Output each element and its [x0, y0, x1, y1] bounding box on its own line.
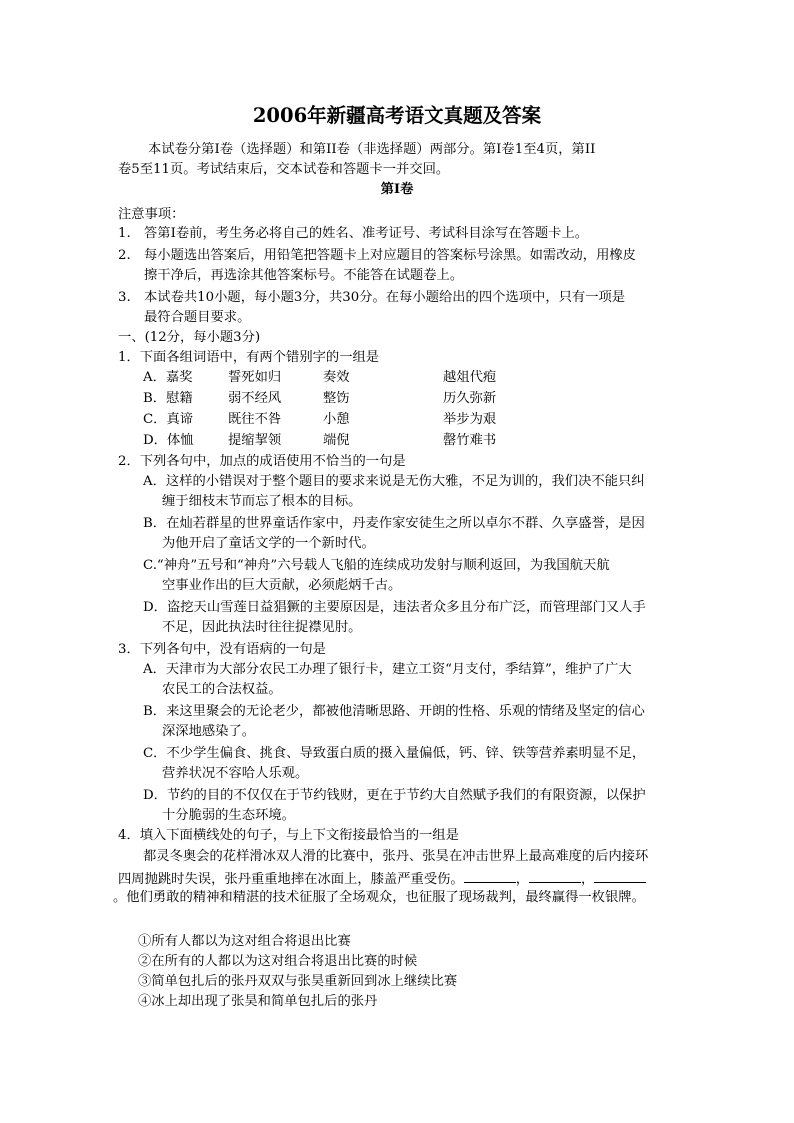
q4-choice-4: ④冰上却出现了张昊和简单包扎后的张丹 — [138, 994, 378, 1009]
question-4-stem: 4．填入下面横线处的句子，与上下文衔接最恰当的一组是 — [118, 828, 459, 843]
q4-passage-text: 四周抛跳时失误，张丹重重地摔在冰面上，膝盖严重受伤。 — [118, 872, 464, 887]
notice-item-3-num: 3. — [118, 290, 131, 305]
q3-option-c: C．不少学生偏食、挑食、导致蛋白质的摄入量偏低，钙、锌、铁等营养素明显不足， — [143, 746, 646, 761]
q4-choice-1: ①所有人都以为这对组合将退出比赛 — [138, 934, 351, 949]
q4-choice-3: ③简单包扎后的张丹双双与张昊重新回到冰上继续比赛 — [138, 974, 458, 989]
q1-row-c-2: 既往不咎 — [228, 412, 282, 427]
notice-item-3-text: 本试卷共10小题，每小题3分，共30分。在每小题给出的四个选项中，只有一项是 — [144, 290, 626, 305]
section-heading: 一、(12分，每小题3分) — [118, 330, 261, 345]
notice-item-3-text-cont: 最符合题目要求。 — [144, 310, 251, 325]
notice-item-2-num: 2. — [118, 248, 131, 263]
volume-title: 第Ⅰ卷 — [380, 182, 414, 197]
q3-option-b: B．来这里聚会的无论老少，都被他清晰思路、开朗的性格、乐观的情绪及坚定的信心 — [143, 704, 645, 719]
q1-row-c-3: 小憩 — [323, 412, 350, 427]
q3-option-a: A．天津市为大部分农民工办理了银行卡，建立工资“月支付，季结算”，维护了广大 — [143, 662, 632, 677]
question-3-stem: 3．下列各句中，没有语病的一句是 — [118, 642, 326, 657]
notice-item-1-text: 答第Ⅰ卷前，考生务必将自己的姓名、准考证号、考试科目涂写在答题卡上。 — [144, 226, 589, 241]
q1-row-b-1: B．慰籍 — [143, 391, 193, 406]
q4-blank-1 — [464, 868, 516, 883]
notice-heading: 注意事项： — [118, 207, 185, 222]
q2-option-b: B．在灿若群星的世界童话作家中，丹麦作家安徒生之所以卓尔不群、久享盛誉，是因 — [143, 516, 645, 531]
q1-row-a-3: 奏效 — [323, 370, 350, 385]
q3-option-a-cont: 农民工的合法权益。 — [162, 682, 282, 697]
q1-row-a-1: A．嘉奖 — [143, 370, 193, 385]
intro-line-1: 本试卷分第Ⅰ卷（选择题）和第II卷（非选择题）两部分。第Ⅰ卷1至4页，第II — [148, 142, 596, 157]
q3-option-d-cont: 十分脆弱的生态环境。 — [162, 808, 295, 823]
notice-item-2-text: 每小题选出答案后，用铅笔把答题卡上对应题目的答案标号涂黑。如需改动，用橡皮 — [144, 248, 636, 263]
q2-option-b-cont: 为他开启了童话文学的一个新时代。 — [162, 536, 375, 551]
question-1-stem: 1．下面各组词语中，有两个错别字的一组是 — [118, 350, 380, 365]
q1-row-b-4: 历久弥新 — [443, 391, 497, 406]
q2-option-c: C.“神舟”五号和“神舟”六号载人飞船的连续成功发射与顺利返回，为我国航天航 — [143, 558, 610, 573]
q3-option-c-cont: 营养状况不容哈人乐观。 — [162, 766, 309, 781]
q4-choice-2: ②在所有的人都以为这对组合将退出比赛的时候 — [138, 954, 418, 969]
q4-blank-2 — [529, 868, 581, 883]
q1-row-d-4: 罄竹难书 — [443, 433, 497, 448]
q4-passage-line-1: 都灵冬奥会的花样滑冰双人滑的比赛中，张丹、张昊在冲击世界上最高难度的后内接环 — [143, 849, 649, 864]
q1-row-b-3: 整饬 — [323, 391, 350, 406]
q3-option-b-cont: 深深地感染了。 — [162, 724, 256, 739]
q2-option-d-cont: 不足，因此执法时往往捉襟见肘。 — [162, 620, 362, 635]
q1-row-d-1: D．体恤 — [143, 433, 194, 448]
notice-item-2-text-cont: 擦干净后，再选涂其他答案标号。不能答在试题卷上。 — [144, 268, 464, 283]
q1-row-a-4: 越俎代疱 — [443, 370, 497, 385]
notice-item-1-num: 1. — [118, 226, 131, 241]
q1-row-d-3: 端倪 — [323, 433, 350, 448]
q1-row-c-4: 举步为艰 — [443, 412, 497, 427]
q2-option-a: A．这样的小错误对于整个题目的要求来说是无伤大雅，不足为训的，我们决不能只纠 — [143, 474, 645, 489]
q4-passage-line-2 — [118, 868, 646, 888]
q4-blank-3 — [594, 868, 646, 883]
intro-line-2: 卷5至11页。考试结束后，交本试卷和答题卡一并交回。 — [118, 162, 450, 177]
q1-row-a-2: 誓死如归 — [228, 370, 282, 385]
q2-option-d: D．盗挖天山雪莲日益猖獗的主要原因是，违法者众多且分布广泛，而管理部门又人手 — [143, 600, 646, 615]
q4-passage-line-3: 。他们勇敢的精神和精湛的技术征服了全场观众，也征服了现场裁判，最终赢得一枚银牌。 — [113, 890, 645, 905]
q3-option-d: D．节约的目的不仅仅在于节约钱财，更在于节约大自然赋予我们的有限资源，以保护 — [143, 788, 646, 803]
q1-row-d-2: 提缩挈领 — [228, 433, 282, 448]
q2-option-a-cont: 缠于细枝末节而忘了根本的目标。 — [162, 494, 362, 509]
q1-row-c-1: C．真谛 — [143, 412, 194, 427]
question-2-stem: 2．下列各句中，加点的成语使用不恰当的一句是 — [118, 454, 406, 469]
page-title: 2006年新疆高考语文真题及答案 — [252, 104, 542, 127]
q4-separator: ， — [581, 872, 595, 887]
q2-option-c-cont: 空事业作出的巨大贡献，必须彪炳千古。 — [162, 578, 402, 593]
q4-separator: ， — [515, 872, 530, 887]
q1-row-b-2: 弱不经风 — [228, 391, 282, 406]
